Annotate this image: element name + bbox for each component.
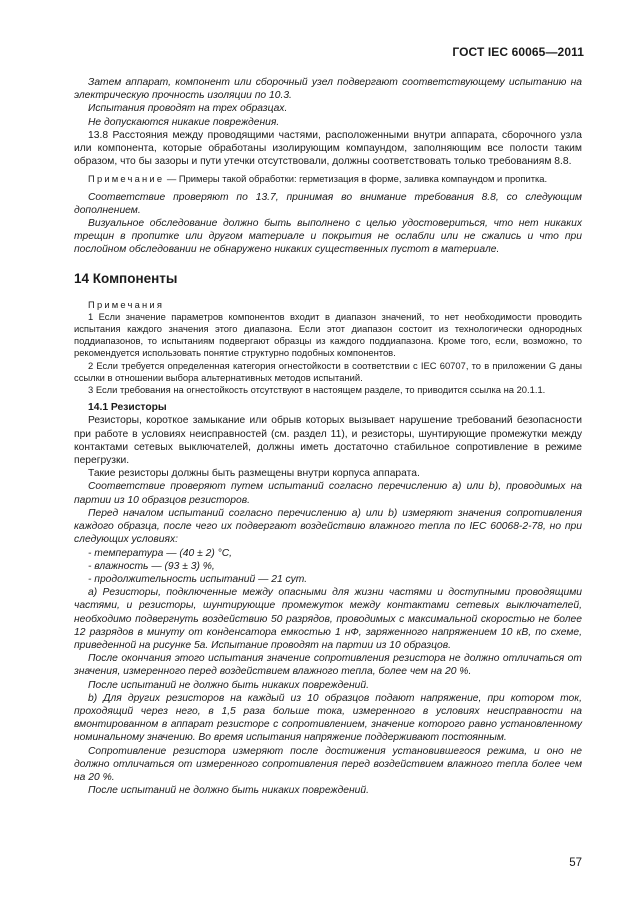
resistors-requirement: Резисторы, короткое замыкание или обрыв которых вызывает нарушение требований безопасности при работе в условиях неисправностей (см. раздел 11), и резисторы, шунтирующие промежутки между контактами сетевых выключателей, должны иметь достаточно стабильное сопротивление в режиме перегрузки. — [74, 415, 582, 467]
paragraph-three-samples: Испытания проводят на трех образцах. — [88, 103, 288, 115]
notes-label: Примечания — [88, 298, 165, 310]
paragraph-visual-inspection: Визуальное обследование должно быть выполнено с целью удостовериться, что нет никаких трещин в пропитке или другом материале и покрытия не ослабли или не сжались и что при послойном обследовании не обнаружено никаких существенных пустот в материале. — [74, 218, 582, 256]
test-a-resistance-change: После окончания этого испытания значение сопротивления резистора не должно отличаться от значения, измеренного перед воздействием влажного тепла, более чем на 20 %. — [74, 653, 582, 678]
note-label: Примечание — [88, 173, 165, 185]
note-2: 2 Если требуется определенная категория огнестойкости в соответствии с IEC 60707, то в приложении G даны ссылки в отношении выбора альтернативных методов испытаний. — [74, 359, 582, 383]
resistors-placement: Такие резисторы должны быть размещены внутри корпуса аппарата. — [88, 468, 420, 480]
test-b-current: b) Для других резисторов на каждый из 10 образцов подают напряжение, при котором ток, проходящий через него, в 1,5 раза больше тока, измеренного в условиях неисправности на вмонтированном в аппарат резисторе с сопротивлением, значение которого равно установленному номинальному значению. Во время испытания напряжение поддерживают постоянным. — [74, 692, 582, 744]
note-3: 3 Если требования на огнестойкость отсутствуют в настоящем разделе, то приводится ссылка на 20.1.1. — [88, 384, 546, 396]
test-b-resistance-measure: Сопротивление резистора измеряют после достижения установившегося режима, и оно не должно отличаться от измеренного сопротивления перед воздействием влажного тепла более чем на 20 %. — [74, 745, 582, 783]
section-14-title: 14 Компоненты — [74, 270, 178, 286]
paragraph-compliance-13-7: Соответствие проверяют по 13.7, принимая во внимание требования 8.8, со следующим дополнением. — [74, 191, 582, 216]
test-a-discharges: a) Резисторы, подключенные между опасными для жизни частями и доступными проводящими частями, и резисторы, шунтирующие промежуток между контактами сетевых выключателей, необходимо подвергнуть воздействию 50 разрядов, проводимых с максимальной скоростью не более 12 разрядов в минуту от конденсатора емкостью 1 нФ, заряженного напряжением 10 кВ, по схеме, приведенной на рисунке 5а. Испытание проводят на партии из 10 образцов. — [74, 587, 582, 651]
test-b-no-damage: После испытаний не должно быть никаких повреждений. — [88, 785, 369, 797]
page-number: 57 — [569, 857, 582, 869]
paragraph-no-damage: Не допускаются никакие повреждения. — [88, 116, 280, 128]
condition-duration: - продолжительность испытаний — 21 сут. — [88, 573, 308, 585]
clause-13-8: 13.8 Расстояния между проводящими частями, расположенными внутри аппарата, сборочного узла или компонента, которые обработаны изолирующим компаундом, заполняющим все полости таким образом, что бы зазоры и пути утечки отсутствовали, должны соответствовать только требованиям 8.8. — [74, 129, 582, 168]
page-body — [74, 76, 582, 797]
note-text: — Примеры такой обработки: герметизация в форме, заливка компаундом и пропитка. — [164, 173, 548, 185]
section-14-1-title: 14.1 Резисторы — [88, 402, 167, 414]
note-1: 1 Если значение параметров компонентов входит в диапазон значений, то нет необходимости проводить испытания каждого значения этого диапазона. Если этот диапазон состоит из технологически однородных поддиапазонов, то испытаниям подвергают образцы из каждого поддиапазона. Кроме того, если, возможно, то рекомендуется использовать понятие структурно подобных компонентов. — [74, 310, 582, 359]
resistors-compliance: Соответствие проверяют путем испытаний согласно перечислению a) или b), проводимых на партии из 10 образцов резисторов. — [74, 481, 582, 506]
condition-temperature: - температура — (40 ± 2) °С, — [88, 547, 233, 559]
standard-header: ГОСТ IEC 60065—2011 — [452, 45, 584, 59]
resistors-damp-heat: Перед началом испытаний согласно перечислению a) или b) измеряют значения сопротивления каждого образца, после чего их подвергают воздействию влажного тепла по IEC 60068-2-78, но при следующих условиях: — [74, 507, 582, 546]
test-a-no-damage: После испытаний не должно быть никаких повреждений. — [88, 679, 369, 691]
condition-humidity: - влажность — (93 ± 3) %, — [88, 560, 215, 572]
paragraph-dielectric-test: Затем аппарат, компонент или сборочный узел подвергают соответствующему испытанию на электрическую прочность изоляции по 10.3. — [74, 77, 582, 102]
note-treatment-examples — [74, 173, 582, 185]
